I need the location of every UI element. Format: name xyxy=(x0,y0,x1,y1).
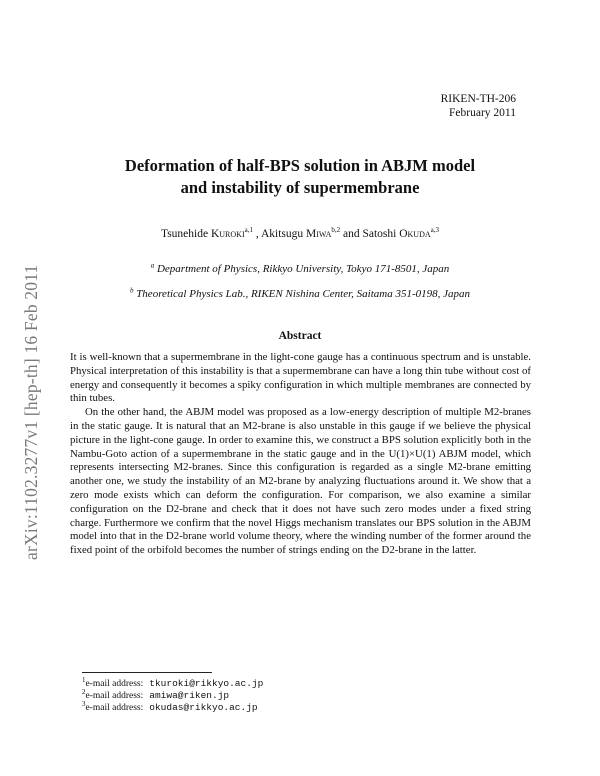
title-line-2: and instability of supermembrane xyxy=(180,178,420,197)
author-1: Tsunehide Kuroki$^{a,1}$ xyxy=(160,226,253,240)
abstract-paragraph-1: It is well-known that a supermembrane in the light-cone gauge has a continuous spectrum and is unstable. Physical interpretation of this instability is that a supermembrane can have a long thin tube without cost of energy and consequently it becomes a spiky configuration in which multiple membranes are connected by thin tubes. xyxy=(70,351,531,405)
author-list: Tsunehide Kuroki$^{a,1}$ , Akitsugu Miwa$^{b,2}$ and Satoshi Okuda$^{a,3}$ xyxy=(160,226,439,240)
email-link[interactable]: okudas@rikkyo.ac.jp xyxy=(149,702,258,714)
author-3: Satoshi Okuda$^{a,3}$ xyxy=(362,226,439,240)
footnotes xyxy=(82,675,264,715)
abstract-heading: Abstract xyxy=(278,330,322,342)
report-date: February 2011 xyxy=(449,107,516,119)
report-number: RIKEN-TH-206 xyxy=(440,93,516,105)
affiliation-b: $^b$ Theoretical Physics Lab., RIKEN Nishina Center, Saitama 351-0198, Japan xyxy=(129,286,471,300)
arxiv-identifier: arXiv:1102.3277v1 [hep-th] 16 Feb 2011 xyxy=(21,264,41,560)
footnote-3: $^3$e-mail address: okudas@rikkyo.ac.jp xyxy=(82,700,258,714)
email-link[interactable]: tkuroki@rikkyo.ac.jp xyxy=(149,678,264,689)
footnote-1: $^1$e-mail address: tkuroki@rikkyo.ac.jp xyxy=(82,675,264,689)
paper-title xyxy=(70,155,530,199)
abstract-paragraph-2: On the other hand, the ABJM model was proposed as a low-energy description of multiple M2-branes in the static gauge. It is natural that an M2-brane is also unstable in this gauge if we believe the physical picture in the light-cone gauge. In order to examine this, we construct a BPS solution explicitly both in the Nambu-Goto action of a supermembrane in the static gauge and in the U(1)×U(1) ABJM model, which represents intersecting M2-branes. Since this configuration is regarded as a single M2-brane emitting another one, we study the instability of an M2-brane by analyzing fluctuations around it. We show that a zero mode exists which can deform the configuration. For comparison, we also examine a similar configuration on the D2-brane and check that it does not have such zero modes under a fixed string charge. Furthermore we confirm that the novel Higgs mechanism translates our BPS solution in the ABJM model into that in the D2-brane world volume theory, where the winding number of the former around the fixed point of the orbifold becomes the number of strings ending on the D2-brane in the latter. xyxy=(70,406,531,557)
report-info xyxy=(441,92,516,120)
affiliation-a: $^a$ Department of Physics, Rikkyo University, Tokyo 171-8501, Japan xyxy=(150,261,450,275)
footnote-rule xyxy=(82,672,212,673)
abstract-body xyxy=(70,351,531,558)
footnote-2: $^2$e-mail address: amiwa@riken.jp xyxy=(82,688,230,702)
author-2: Akitsugu Miwa$^{b,2}$ xyxy=(260,226,341,240)
title-line-1: Deformation of half-BPS solution in ABJM model xyxy=(124,156,476,175)
email-link[interactable]: amiwa@riken.jp xyxy=(149,690,230,702)
